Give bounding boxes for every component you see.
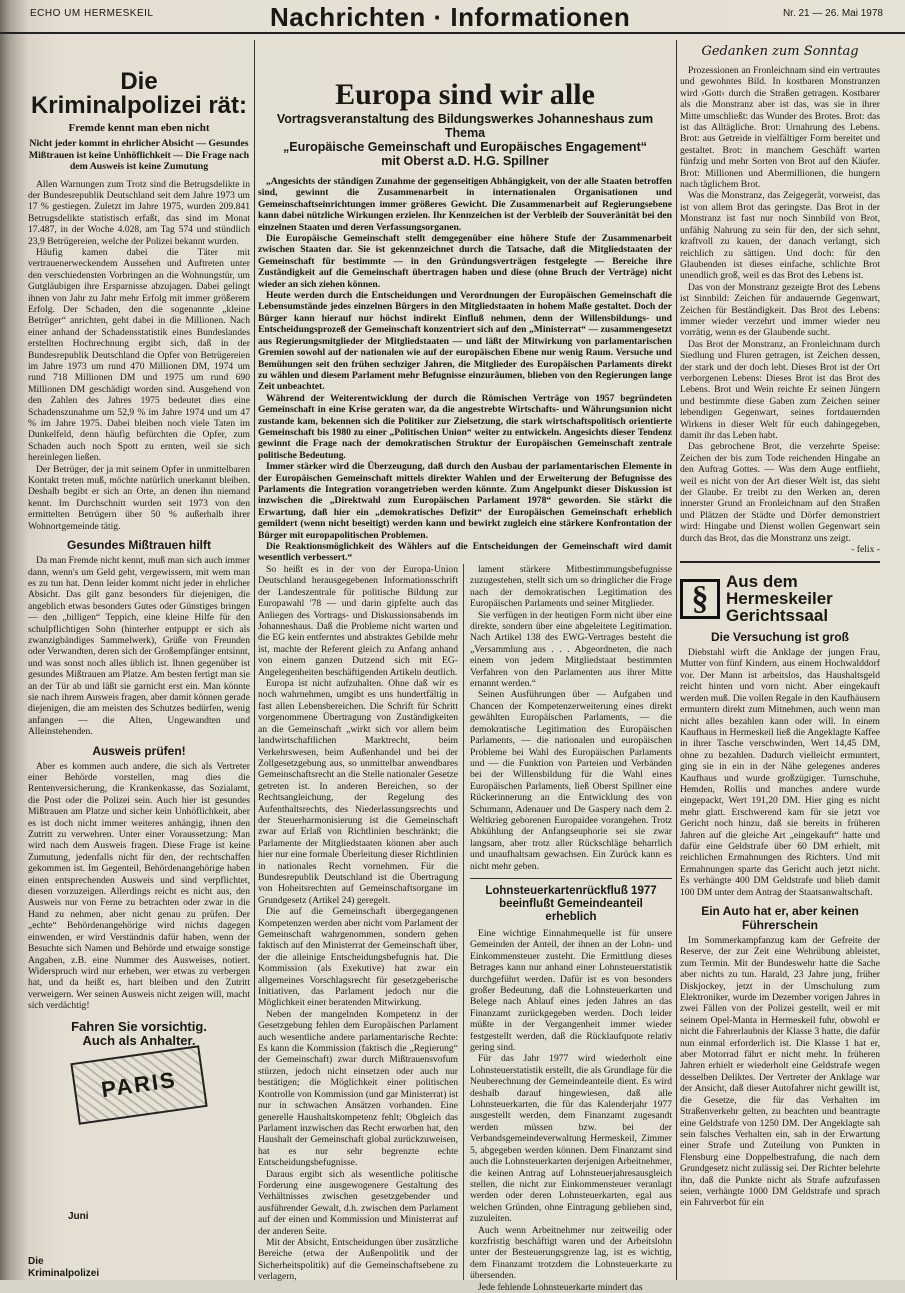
paragraph: Das Brot der Monstranz, an Fronleichnam durch Siedlung und Fluren getragen, ist Zeichen dessen, der stark und der doch lebt. Dieses Brot ist der Ort verborgenen Lebens: Dieses Brot ist das Brot des Lebens. Brot und Wein reichte Er seinen Jüngern und bestimmte diese Gaben zum Zeichen seiner lebendigen Gegenwart, seines fortdauernden Wirkens in dieser Welt für euch dahingegeben, damit ihr das Leben habt.: [680, 338, 880, 441]
paragraph: Die auf die Gemeinschaft übergegangenen Kompetenzen werden aber nicht vom Parlament der Gemeinschaft wahrgenommen, sondern gehen faktisch auf den Ministerrat der Gemeinschaft über, der die alleinige Entscheidungsbefugnis hat. Die Kommission (als Exekutive) hat zwar ein allgemeines Vorschlagsrecht für gesetzgeberische Initiativen, das Parlament jedoch nur die Möglichkeit einer beratenden Mitwirkung.: [258, 906, 458, 1009]
paragraph: Häufig kamen dabei die Täter mit vertrauenerweckendem Aussehen und Auftreten unter den verschiedensten Vorbringen an die Wohnungstür, um Gutgläubigen ihre Ersparnisse abzujagen. Dabei gelingt ihnen von Jahr zu Jahr mehr Erfolg mit immer größerem Erfolg. Der Schaden, den die sogenannte „kleine Betrüger“ anrichten, geht dabei in die Millionen. Nach einer anhand der Schadensstatistik eines Bundeslandes erstellten Hochrechnung ergibt sich, daß in der Bundesrepublik Deutschland die Opfer von Betrügereien im Jahre 1973 um rund 470 Millionen DM, 1974 um rund 718 Millionen DM und 1975 um rund 690 Millionen DM geschädigt worden sind. Ausgehend von den Zahlen des Jahres 1975 bedeutet dies eine Schadenszunahme um 52,9 % im Jahre 1974 und um 47 % im Jahre 1975. Dabei bleiben noch viele Taten im Dunkelfeld, denn häufig befürchten die Opfer, zum Schaden auch noch Spott zu ernten, weil sie sich hereinlegen ließen.: [28, 246, 250, 464]
section-heading: Ausweis prüfen!: [92, 743, 186, 758]
column-title: Gedanken zum Sonntag: [701, 44, 859, 59]
paragraph: Da man Fremde nicht kennt, muß man sich auch immer dann, wenn's um Geld geht, vergewissern, mit wem man es zu tun hat. Denn leider kommt nicht jeder in ehrlicher Absicht. Das gilt ganz besonders für diejenigen, die angeblich etwas besonders Gutes oder Günstiges bringen — den „billigen“ Teppich, eine kleine Hilfe für den schulpflichtigen Sohn (hinterher entpuppt er sich als zwanzigbändiges Sammelwerk), Grüße von Freunden oder Verwandten, deren sich der Großempfänger entsinnt, und was sonst noch alles üblich ist. Ihnen gegenüber ist gesundes Mißtrauen am Platze. Am besten fertigt man sie an der Tür ab und läßt sie garnicht erst ein. Man könnte sie nach ihrem Ausweis fragen, aber damit können gerade diejenigen, die am meisten des Schutzes bedürfen, wenig anfangen — die Alten, Ungewandten und Alleinstehenden.: [28, 555, 250, 738]
masthead: [0, 0, 905, 34]
masthead-title: Nachrichten · Informationen: [270, 2, 631, 32]
europa-article: [258, 40, 672, 1293]
advertisement: [28, 1020, 250, 1116]
heading-line: beeinflußt Gemeindeanteil: [499, 897, 643, 910]
section-heading: Die Versuchung ist groß: [710, 630, 850, 645]
paragraph: Europa ist nicht aufzuhalten. Ohne daß wir es noch wahrnehmen, umgibt es uns hundertfältig in fast allen Lebensbereichen. Die Schrift für Schritt vorgenommene Übertragung von Zuständigkeiten an die Gemeinschaft „wirkt sich vor allem beim landwirtschaftlichen Marktrecht, beim Verkehrswesen, beim Außenhandel und bei der Zollgesetzgebung aus, so unmittelbar anwendbares Gemeinschaftsrecht an die Stelle nationaler Gesetze getreten ist. In anderen Bereichen, so der Rechtsangleichung, der Regelung des Aufenthaltsrechts, des Niederlassungsrechts und der Steuerharmonisierung ist die Gemeinschaft zwar auf Erlaß von Richtlinien beschränkt; die Parlamente der Mitgliedstaaten können aber auch hier nur eine formale Überleitung dieser Richtlinien in nationales Recht vornehmen. Für die Bundesrepublik Deutschland ist die Übertragung von Hoheitsrechten auf Gemeinschaftsorgane im Grundgesetz (Artikel 24) geregelt.: [258, 678, 458, 906]
title-line: Aus dem: [726, 572, 798, 592]
paragraph: Jede fehlende Lohnsteuerkarte mindert das: [478, 1281, 643, 1293]
article-lead: [258, 176, 672, 564]
body-column: [470, 564, 672, 1293]
paragraph: Die Reaktionsmöglichkeit des Wählers auf die Entscheidungen der Gemeinschaft wird damit wesentlich verbessert.“: [258, 541, 672, 564]
title-line: Hermeskeiler: [726, 589, 833, 609]
paragraph: Eine wichtige Einnahmequelle ist für unsere Gemeinden der Anteil, der ihnen an der Lohn- und Einkommensteuer zusteht. Die Ermittlung dieses Betrages kann nur anhand einer Lohnsteuerstatistik durchgeführt werden. Dafür ist es von besonders großer Bedeutung, daß die Lohnsteuerkarten und Belege nach Ablauf eines jeden Jahres an das Finanzamt zurückgegeben werden. Doch leider müßte in der Vergangenheit immer wieder festgestellt werden, daß die Rücklaufquote relativ gering sind.: [470, 927, 672, 1054]
paragraph: Prozessionen an Fronleichnam sind ein vertrautes und gewohntes Bild. In kostbaren Monstranzen wird ›Gott‹ durch die Straßen getragen. Kostbarer als die Monstranz aber ist das, was sie in ihrer Mitte umschließt: das Wunder des Brotes. Brot: das ist das Alltägliche. Brot: Urnahrung des Lebens. Brot: aus Getreide in vielfältiger Form bereitet und gestaltet. Brot: in manchem Geschäft warten fünfzig und mehr Sorten von Brot auf den Käufer. Brot: Millionen und Abermillionen, die hungern nach täglichem Brot.: [680, 65, 880, 191]
author-signature: - felix -: [851, 544, 880, 556]
paragraph: Für das Jahr 1977 wird wiederholt eine Lohnsteuerstatistik erstellt, die als Grundlage für die Neuberechnung der Gemeindeanteile dient. Es wird deshalb darauf hingewiesen, daß alle Lohnsteuerkarten, die für das Kalenderjahr 1977 ausgestellt werden, dem Finanzamt zugesandt werden müssen bzw. bei der Verbandsgemeindeverwaltung Hermeskeil, Zimmer 5, abgegeben werden können. Dem Finanzamt sind auch die Lohnsteuerkarten derjenigen Arbeitnehmer, die keinen Antrag auf Lohnsteuerjahresausgleich stellen, die nicht zur Einkommensteuer veranlagt werden oder deren Lohnsteuerkarten, egal aus welchen Gründen, ohne Eintragung geblieben sind, zuzuleiten.: [470, 1053, 672, 1225]
paris-sign-image: PARIS: [70, 1045, 207, 1124]
article-subtitle: mit Oberst a.D. H.G. Spillner: [381, 154, 549, 168]
paragraph: Diebstahl wirft die Anklage der jungen Frau, Mutter von fünf Kindern, aus einem Hochwalddorf vor. Der Mann ist arbeitslos, das Haushaltsgeld reicht hinten und vorn nicht. Aber eingekauft werden muß. Die vollen Regale in den Kaufhäusern ermuntern direkt zum Mitnehmen, auch wenn man nicht alles bezahlen kann oder will. In einem Kaufhaus in Hermeskeil ließ die Angeklagte Kaffee in ihrer Tasche verschwinden, Wert 14,45 DM, ohne zu bezahlen. Dadurch vielleicht ermuntert, ging sie in ein in der Nähe gelegenes anderes Kaufhaus und wurde großzügiger. Turnschuhe, Hemden, Rollis und manches andere wurde eingepackt, Wert 191,20 DM. Hier ging es nicht mehr glatt. Erschwerend kam für sie jetzt vor Gericht noch hinzu, daß sie bereits in früheren Jahren auf die gleiche Art „eingekauft“ hatte und dafür eine Geldstrafe über 60 DM erhielt, mit reichlichen Ermahnungen des Richters. Und mit Ermahnungen sparte das Gericht auch jetzt nicht. Es verhängte 400 DM Geldstrafe und blieb damit 100 DM unter dem Antrag der Staatsanwaltschaft.: [680, 647, 880, 898]
paragraph: lament stärkere Mitbestimmungsbefugnisse zuzugestehen, stellt sich um so dringlicher die Frage nach der demokratischen Legitimation des Europäischen Parlaments und seiner Mitglieder.: [470, 564, 672, 610]
lohnsteuer-heading: [470, 885, 672, 924]
paragraph: Das gebrochene Brot, die verzehrte Speise: Zeichen der bis zum Tode reichenden Hingabe an den Auftrag Gottes. — Was dem Auge entflieht, weil es nicht von der Art dieser Welt ist, das sieht der Glaube. Er treibt zu den Werken an, deren innerster Grund an Fronleichnam auf den Straßen und Plätzen der Städte und Dörfer demonstriert wird: Hingabe und Dienst wollen Gegenwart sein durch das Brot, das die Monstranz uns zeigt.: [680, 441, 880, 544]
gerichtssaal-header: [680, 573, 880, 624]
paragraph-symbol-icon: §: [680, 579, 720, 619]
kriminalpolizei-column: [28, 40, 250, 1280]
section-title: [726, 573, 833, 624]
article-lead: Nicht jeder kommt in ehrlicher Absicht — Gesundes Mißtrauen ist keine Unhöflichkeit — Die Frage nach dem Ausweis ist keine Zumutung: [28, 138, 250, 172]
paragraph: Immer stärker wird die Überzeugung, daß durch den Ausbau der parlamentarischen Elemente in der Europäischen Gemeinschaft mittels direkter Wahlen und der Erweiterung der Befugnisse des Parlaments die Integration vorangetrieben werden könnte. Zum Angelpunkt dieser Diskussion ist inzwischen die „Direktwahl zum Europäischen Parlament 1978“ geworden. Sie stärkt die Erwartung, daß hier ein „demokratisches Defizit“ der Europäischen Gemeinschaft erheblich gemildert (wenn nicht beseitigt) werden kann und bewirkt zugleich eine stärkere Konfrontation der Bürger mit europapolitischen Problemen.: [258, 461, 672, 541]
title-line: Die: [120, 68, 158, 95]
heading-line: erheblich: [545, 910, 597, 923]
article-subtitle: Fremde kennt man eben nicht: [68, 122, 210, 134]
body-column: [258, 564, 458, 1283]
paragraph: Allen Warnungen zum Trotz sind die Betrugsdelikte in der Bundesrepublik Deutschland seit dem Jahre 1973 um 17 % gestiegen. Zuletzt im Jahre 1975, wurden 209.841 Betrugsdelikte statistisch erfaßt, das sind im Monat 17.487, in der Woche 4.028, am Tag 574 und stündlich 23,9 Betrügereien, welche der Polizei bekannt wurden.: [28, 178, 250, 247]
column-rule: [463, 564, 464, 1280]
paragraph: Mit der Absicht, Entscheidungen über zusätzliche Bereiche (etwa der Außenpolitik und der Sicherheitspolitik) auf die Gemeinschaftsebene zu verlagern,: [258, 1236, 458, 1283]
paragraph: Heute werden durch die Entscheidungen und Verordnungen der Europäischen Gemeinschaft die Lebensumstände jedes einzelnen Bürgers in den Mitgliedstaaten in hohem Maße gestaltet. Doch der Bürger kann hierauf nur höchst indirekt Einfluß nehmen, denn der Willensbildungs- und Entscheidungsprozeß der Gemeinschaft konzentriert sich auf den „Ministerrat“ — zusammengesetzt aus Regierungsmitglieder der Mitgliedstaaten — und läßt der Mitwirkung von parlamentarischen Gremien sowohl auf der nationalen wie auf der europäischen Ebene nur wenig Raum. Versuche und Bemühungen seit den frühen sechziger Jahren, die Mitglieder des Europäischen Parlaments direkt zu wählen und diesem Parlament mehr Befugnisse einzuräumen, blieben von den Regierungen lange Zeit unbeachtet.: [258, 290, 672, 393]
ad-line: Fahren Sie vorsichtig.: [71, 1018, 207, 1034]
paragraph: Was die Monstranz, das Zeigegerät, vorweist, das ist von allem Brot das geringste. Das Brot in der Monstranz ist fast nur noch Sinnbild von Brot, unfähig Nahrung zu sein für den, der sich sehnt, kraftvoll zu kauen, der danach verlangt, sich reichlich zu sättigen. Und doch: für den Glaubenden ist dieses einfache, schlichte Brot unendlich groß, weil es das Brot des Lebens ist.: [680, 190, 880, 282]
article-subtitle: Vortragsveranstaltung des Bildungswerkes Johanneshaus zum Thema: [276, 112, 654, 140]
paragraph: Das von der Monstranz gezeigte Brot des Lebens ist Sinnbild: Zeichen für andauernde Gegenwart, Zeichen für Beständigkeit. Das Brot des Lebens: immer wieder verzehrt und immer wieder neu vorrätig, wenn es der Glaubende sucht.: [680, 281, 880, 339]
paragraph: Neben der mangelnden Kompetenz in der Gesetzgebung fehlen dem Europäischen Parlament auch wesentliche andere parlamentarische Rechte: Es kann die Kommission (faktisch die „Regierung“ der Gemeinschaft) zwar durch Mißtrauensvofum stürzen, jedoch nicht einsetzen oder auch nur bestätigen; die Möglichkeit einer politischen Kontrolle von Kommission (und gar Ministerrat) ist nur in schwachen Ansätzen vorhanden. Eine generelle Haushaltskompetenz fehlt; Obgleich das Parlament inzwischen das Recht erworben hat, den Haushalt der Gemeinschaft global zurückzuweisen, hat es nur sehr begrenzte echte Entscheidungsbefugnisse.: [258, 1008, 458, 1169]
right-column: [680, 40, 880, 1280]
paragraph: Der Betrüger, der ja mit seinem Opfer in unmittelbaren Kontakt treten muß, möchte natürlich unerkannt bleiben. Deshalb begibt er sich an Orte, an denen ihn niemand kennt. Im Durchschnitt wurden seit 1973 von den ermittelten Betrügern über 50 % außerhalb ihrer Wohnortgemeinde tätig.: [28, 463, 250, 532]
article-title: Europa sind wir alle: [335, 78, 595, 111]
title-line: Gerichtssaal: [726, 606, 829, 626]
heading-line: Lohnsteuerkartenrückfluß 1977: [485, 884, 657, 897]
paragraph: Sie verfügen in der heutigen Form nicht über eine direkte, sondern über eine abgeleitete Legitimation. Nach Artikel 138 des EWG-Vertrages besteht die „Versammlung aus . . . Abgeordneten, die nach einem von jedem Mitgliedstaat bestimmten Verfahren von den Parlamenten aus ihrer Mitte ernannt werden.“: [470, 609, 672, 690]
footer-line: Kriminalpolizei: [28, 1268, 100, 1279]
ad-line: Auch als Anhalter.: [82, 1032, 196, 1048]
divider: [680, 561, 880, 563]
footer-line: Die: [28, 1256, 44, 1267]
article-subtitle: „Europäische Gemeinschaft und Europäisches Engagement“: [283, 140, 647, 154]
article-body-columns: [258, 564, 672, 1293]
footer-heading: [28, 1256, 99, 1280]
paragraph: Seinen Ausführungen über — Aufgaben und Chancen der Kompetenzerweiterung eines direkt gewählten Europäischen Parlaments, — die demokratische Legitimation des Europäischen Parlaments, — die nationalen und europäischen Probleme bei Wahl des Europäischen Parlaments und — die Funktion von Parteien und Verbänden bei der Willensbildung für die Wahl eines Europäischen Parlaments, ließ Oberst Spillner eine Rückerinnerung an die Entwicklung des von Schumann, Adenauer und De Gaspery nach dem 2. Weltkrieg geborenen Europaidee vorangehen. Trotz Abkühlung der Anfangseuphorie sei sie zwar langsam, aber trotz aller Rückschläge beharrlich und unaufhaltsam gewachsen. Ein Zurück kann es nicht mehr geben.: [470, 689, 672, 872]
masthead-section: ECHO UM HERMESKEIL: [30, 8, 154, 19]
ad-month: Juni: [68, 1211, 89, 1222]
section-heading: Ein Auto hat er, aber keinen Führerschein: [701, 904, 859, 932]
paragraph: Aber es kommen auch andere, die sich als Vertreter einer Behörde vorstellen, mag dies die Rentenversicherung, die Krankenkasse, das Sozialamt, die Post oder die Polizei sein. Auch hier ist gesundes Mißtrauen am Platze und sicher kein Unhöflichkeit, aber es ist doch nicht immer weiteres anhängig, ihnen den Zutritt zu verwehren. Unter einer Voraussetzung: Man wird nach dem Ausweis fragen. Diese Frage ist keine Zumutung, jedenfalls nicht für den, der rechtschaffen gekommen ist. Im Gegenteil, Behördenangehörige haben einen entsprechenden Ausweis und sind verpflichtet, diesen vorzuzeigen. Allerdings reicht es nicht aus, den Ausweis nur von Ferne zu betrachten oder zwar in die Hand zu nehmen, aber nicht genau zu prüfen. Der „echte“ Behördenangehörige wird nichts dagegen einwenden, er wird Verständnis dafür haben, wenn der Besuchte sich Namen und Behörde und etwaige sonstige Angaben, z.B. eine Nummer des Ausweises, notiert. Widerspruch wird nur erheben, wer etwas zu verbergen hat, und da heißt es, hart bleiben und den Zutritt verweigern. Wer seinen Ausweis nicht zeigen will, macht sich verdächtig!: [28, 760, 250, 1012]
article-title: [28, 70, 250, 118]
paragraph: „Angesichts der ständigen Zunahme der gegenseitigen Abhängigkeit, von der alle Staaten betroffen sind, gewinnt die Zusammenarbeit in internationalen Organisationen und Gemeinschaftseinrichtungen immer größeres Gewicht. Die Zusammenarbeit auf Regierungsebene kann dabei nützliche Wirkungen erzielen. Ihr Kennzeichen ist der Verbleib der Souveränität bei den einzelnen Staaten und deren Verfassungsorganen.: [258, 176, 672, 233]
divider: [470, 878, 672, 879]
column-rule: [254, 40, 255, 1280]
paragraph: So heißt es in der von der Europa-Union Deutschland herausgegebenen Informationsschrift der Landeszentrale für politische Bildung zur Europawahl '78 — und darin gipfelte auch das Anliegen des Vortrags- und Diskussionsabends im Johanneshaus. Daß die Probleme nicht warten und die EG kein entferntes und abstraktes Gebilde mehr ist, machte der Referent gleich zu Anfang anhand von einem ganzen Dutzend sich mit EG-Angelegenheiten beschäftigenden Artikeln deutlich.: [258, 564, 458, 678]
masthead-issue: Nr. 21 — 26. Mai 1978: [782, 8, 883, 19]
column-rule: [676, 40, 677, 1280]
section-heading: Gesundes Mißtrauen hilft: [66, 538, 211, 553]
title-line: Kriminalpolizei rät:: [30, 92, 248, 119]
paragraph: Im Sommerkampfanzug kam der Gefreite der Reserve, der zur Zeit eine Wehrübung ableistet, zum Termin. Mit der Bundeswehr hatte die Sache aber nichts zu tun. Harald, 23 Jahre jung, früher Diskjockey, jetzt in der Umschulung zum Elektroniker, wurde im Dezember vorigen Jahres in zwei Fällen von der Polizei gestellt, weil er mit seinem Opel-Manta in Hermeskeil fuhr, obwohl er nicht die Fahrerlaubnis der Klasse 3 hatte, die dafür nun einmal erforderlich ist. Die Klasse 1 hat er, aber Motorrad fährt er nicht mehr. In früheren Jahren erhielt er wiederholt eine Geldstrafe wegen desselben Deliktes. Der Vertreter der Anklage war der Ansicht, daß dieser Autofahrer nicht gewillt ist, die Gesetze, die für das Verhalten im Straßenverkehr gelten, zu beachten und beantragte eine Geldstrafe von 1250 DM. Der Angeklagte sah sein falsches Verhalten ein, sah in der Erwartung einer Strafe und Zuteilung von Punkten in Flensburg eine Doppelbestrafung, die nach dem Grundgesetz nicht zulässig sei. Der Richter belehrte ihn, daß die Punkte nicht als Strafe aufzufassen seien, verhängte 1000 DM Geldstrafe und sprach ein Fahrverbot für ein: [680, 935, 880, 1209]
paragraph: Während der Weiterentwicklung der durch die Römischen Verträge von 1957 begründeten Gemeinschaft in eine Krise geraten war, da die angestrebte Wirtschafts- und Währungsunion nicht zustande kam, bekennen sich die Politiker zur Zielsetzung, die stark wirtschaftspolitisch orientierte Gemeinschaft bis 1980 zu einer „Politischen Union“ weiter zu entwickeln. Angesichts dieser Tendenz gewinnt die Frage nach der demokratischen Struktur der Europäischen Gemeinschaft zentrale politische Bedeutung.: [258, 392, 672, 461]
paragraph: Auch wenn Arbeitnehmer nur zeitweilig oder kurzfristig beschäftigt waren und der Arbeitslohn unter der Besteuerungsgrenze lag, ist es wichtig, dem Finanzamt trotzdem die Lohnsteuerkarte zu übersenden.: [470, 1224, 672, 1282]
paragraph: Die Europäische Gemeinschaft stellt demgegenüber eine höhere Stufe der Zusammenarbeit zwischen Staaten dar. Sie ist gekennzeichnet durch die Tatsache, daß die Mitgliedstaaten der Gemeinschaft für bestimmte — in den Gründungsverträgen festgelegte — Bereiche ihre Zuständigkeit auf die Gemeinschaft übertragen haben und diese (ohne Bruch der Verträge) nicht wieder an sich ziehen können.: [258, 233, 672, 290]
paragraph: Daraus ergibt sich als wesentliche politische Forderung eine ausgewogenere Gestaltung des Verhältnisses zwischen gesetzgebender und ausführender Gewalt, d.h. zwischen dem Parlament auf der einen und Kommission und Ministerrat auf der anderen Seite.: [258, 1168, 458, 1237]
